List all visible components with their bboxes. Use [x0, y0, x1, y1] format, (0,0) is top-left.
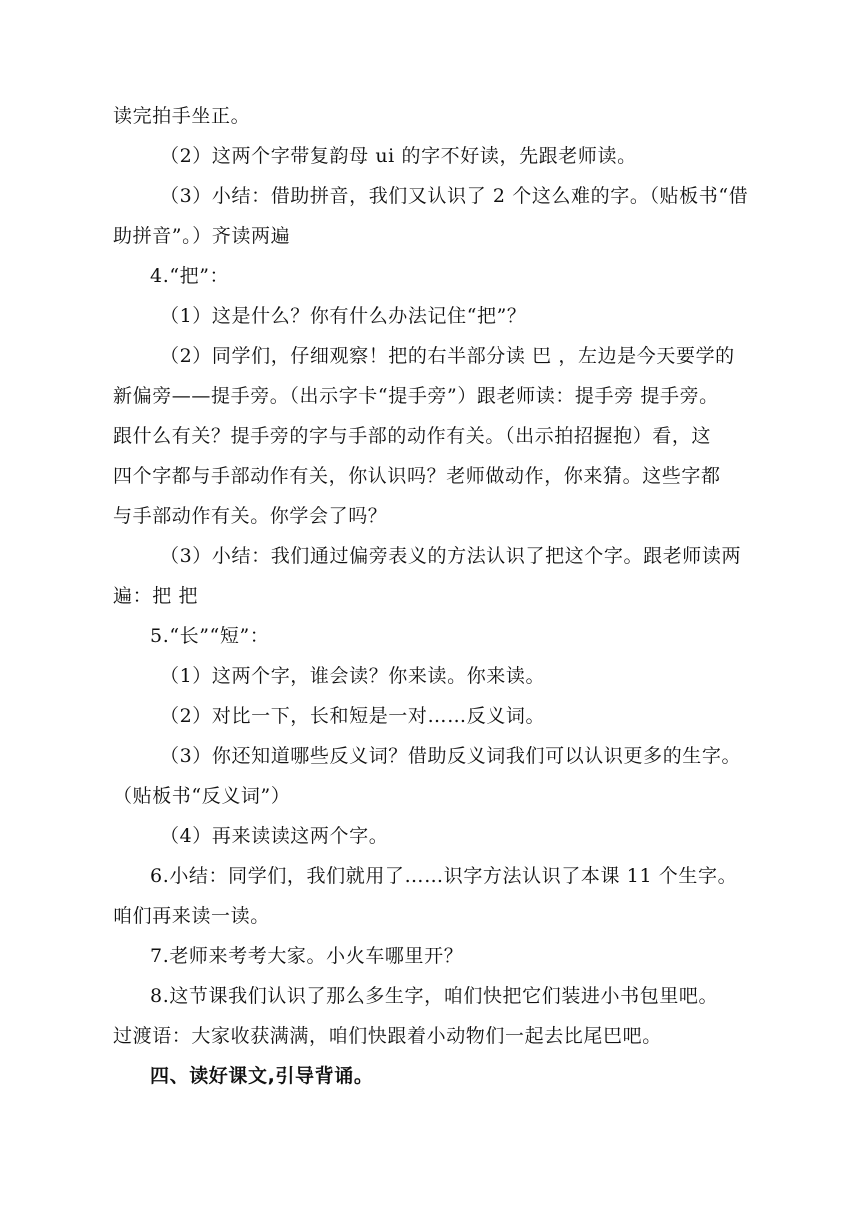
text-line: 与手部动作有关。你学会了吗？ [113, 505, 388, 527]
text-line: （1）这是什么？你有什么办法记住“把”？ [160, 305, 527, 327]
text-line: 跟什么有关？提手旁的字与手部的动作有关。（出示拍招握抱）看，这 [113, 425, 712, 447]
text-line: 8.这节课我们认识了那么多生字，咱们快把它们装进小书包里吧。 [150, 985, 719, 1007]
text-line: （4）再来读读这两个字。 [160, 825, 389, 847]
text-line: 助拼音”。）齐读两遍 [113, 225, 291, 247]
text-line: 读完拍手坐正。 [113, 105, 251, 127]
text-line: 新偏旁——提手旁。（出示字卡“提手旁”）跟老师读：提手旁 提手旁。 [113, 385, 719, 407]
text-line: 咱们再来读一读。 [113, 905, 270, 927]
text-line: （贴板书“反义词”） [113, 785, 291, 807]
text-line: 遍：把 把 [113, 585, 199, 607]
text-line: 7.老师来考考大家。小火车哪里开？ [150, 945, 464, 967]
text-line: （2）这两个字带复韵母 ui 的字不好读，先跟老师读。 [160, 145, 637, 167]
section-heading: 5.“长”“短”： [150, 625, 270, 647]
text-line: （3）你还知道哪些反义词？借助反义词我们可以认识更多的生字。 [160, 745, 742, 767]
text-line: （2）对比一下，长和短是一对……反义词。 [160, 705, 546, 727]
text-line: 过渡语：大家收获满满，咱们快跟着小动物们一起去比尾巴吧。 [113, 1025, 662, 1047]
section-title: 四、读好课文,引导背诵。 [150, 1065, 374, 1087]
text-line: （3）小结：我们通过偏旁表义的方法认识了把这个字。跟老师读两 [160, 545, 742, 567]
text-line: 四个字都与手部动作有关，你认识吗？老师做动作，你来猜。这些字都 [113, 465, 721, 487]
text-line: （2）同学们，仔细观察！把的右半部分读 巴 ，左边是今天要学的 [160, 345, 735, 367]
text-line: 6.小结：同学们，我们就用了……识字方法认识了本课 11 个生字。 [150, 865, 738, 887]
text-line: （3）小结：借助拼音，我们又认识了 2 个这么难的字。（贴板书“借 [160, 185, 749, 207]
text-line: （1）这两个字，谁会读？你来读。你来读。 [160, 665, 546, 687]
section-heading: 4.“把”： [150, 265, 230, 287]
